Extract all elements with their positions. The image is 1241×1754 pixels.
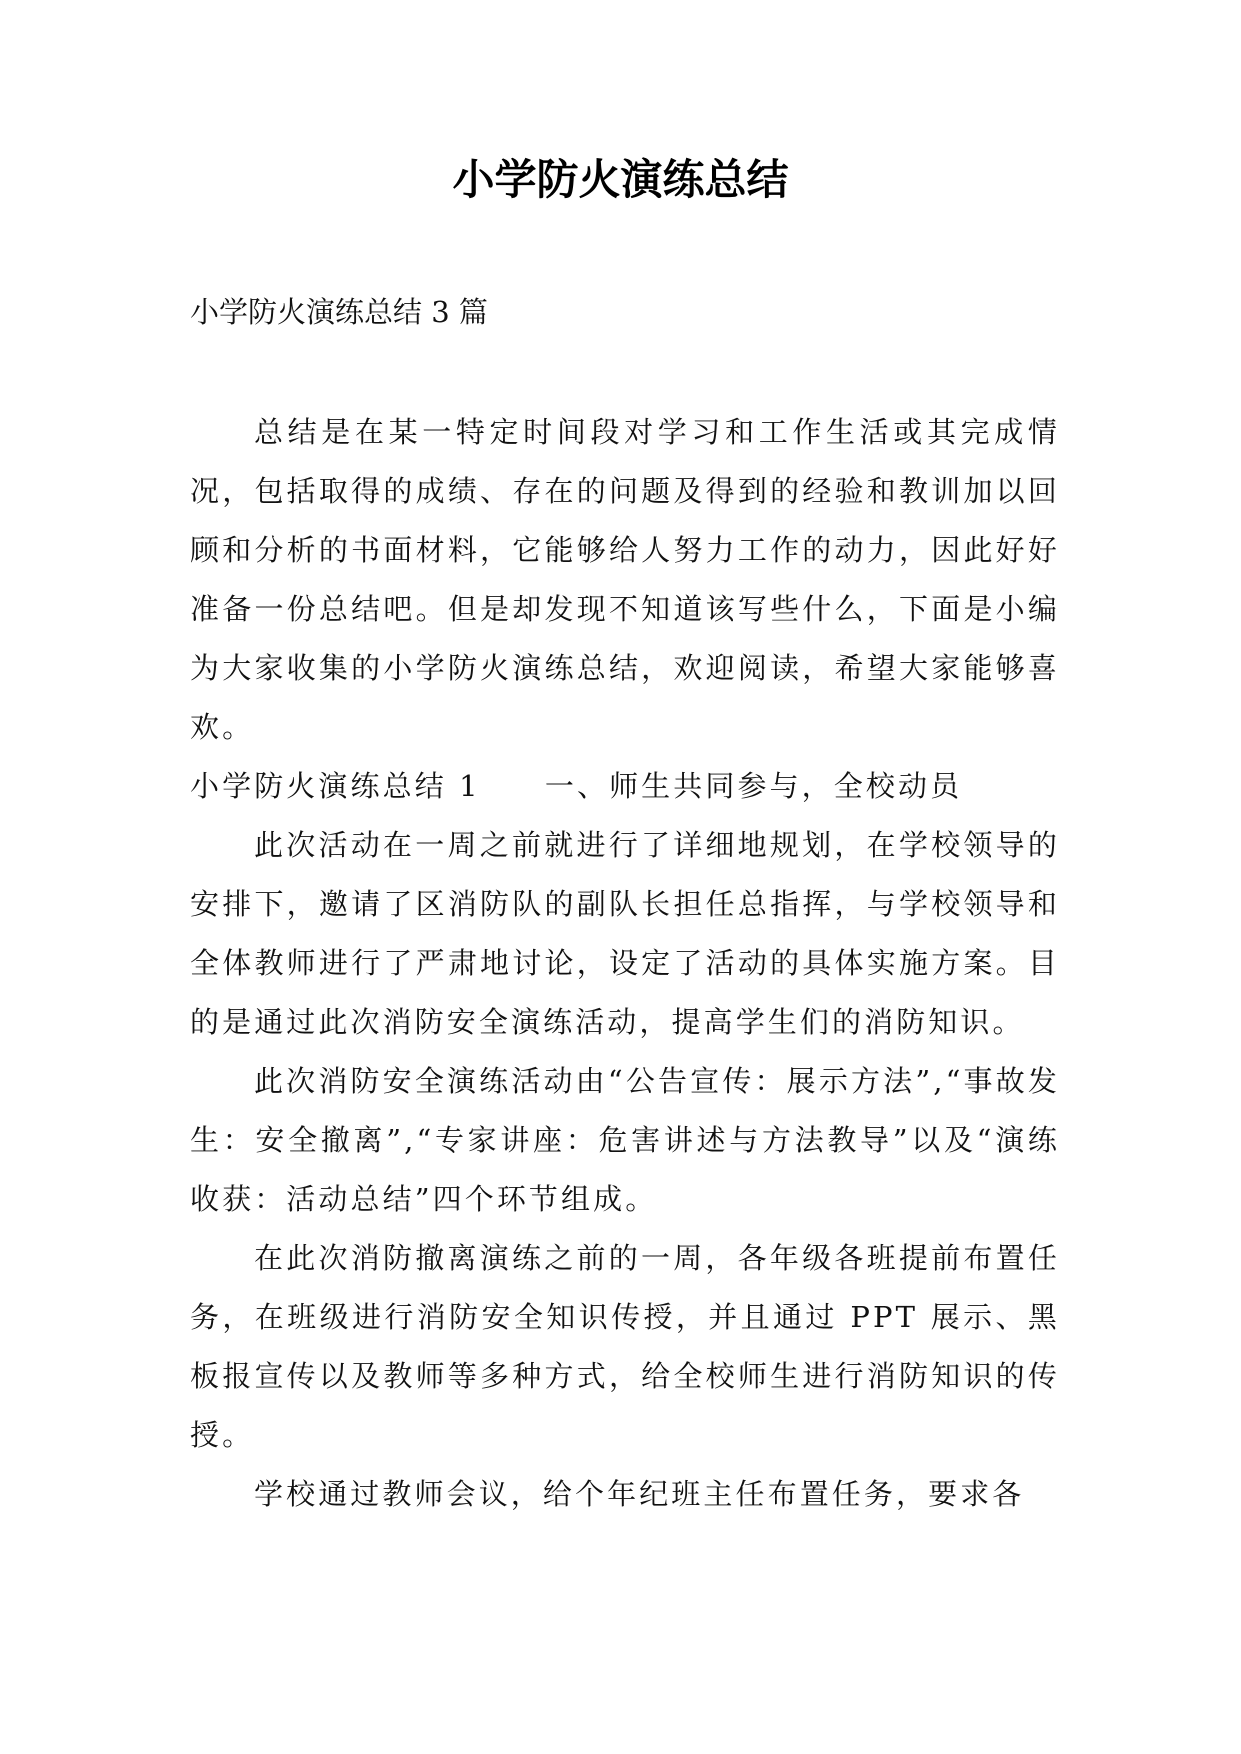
body-paragraph: 此次消防安全演练活动由“公告宣传：展示方法”,“事故发生：安全撤离”,“专家讲座：危害讲述与方法教导”以及“演练收获：活动总结”四个环节组成。	[190, 1064, 1060, 1216]
body-paragraph: 此次活动在一周之前就进行了详细地规划，在学校领导的安排下，邀请了区消防队的副队长担任总指挥，与学校领导和全体教师进行了严肃地讨论，设定了活动的具体实施方案。目的是通过此次消防安全演练活动，提高学生们的消防知识。	[190, 828, 1060, 1039]
body-paragraph: 学校通过教师会议，给个年纪班主任布置任务，要求各	[254, 1477, 1025, 1511]
document-body	[190, 403, 1060, 1524]
intro-paragraph: 总结是在某一特定时间段对学习和工作生活或其完成情况，包括取得的成绩、存在的问题及得到的经验和教训加以回顾和分析的书面材料，它能够给人努力工作的动力，因此好好准备一份总结吧。但是却发现不知道该写些什么，下面是小编为大家收集的小学防火演练总结，欢迎阅读，希望大家能够喜欢。	[190, 415, 1060, 744]
section-heading: 小学防火演练总结 1 一、师生共同参与，全校动员	[190, 769, 963, 803]
document-subtitle: 小学防火演练总结 3 篇	[190, 295, 488, 329]
document-title: 小学防火演练总结	[452, 155, 789, 204]
body-paragraph: 在此次消防撤离演练之前的一周，各年级各班提前布置任务，在班级进行消防安全知识传授，并且通过 PPT 展示、黑板报宣传以及教师等多种方式，给全校师生进行消防知识的传授。	[190, 1241, 1060, 1452]
